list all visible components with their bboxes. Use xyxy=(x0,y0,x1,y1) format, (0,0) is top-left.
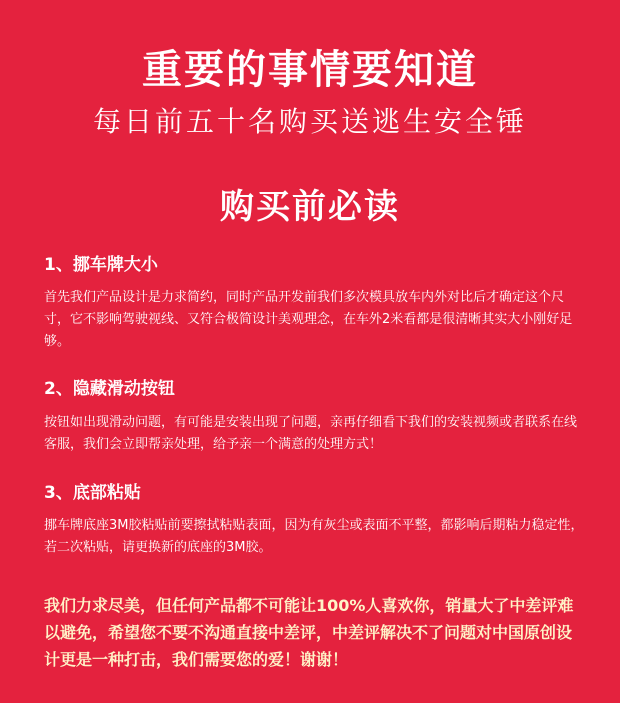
section-title: 购买前必读 xyxy=(220,187,400,227)
item-title-bottom-adhesive: 3、底部粘贴 xyxy=(44,483,141,503)
closing-message: 我们力求尽美，但任何产品都不可能让100%人喜欢你，销量大了中差评难以避免，希望您不要不沟通直接中差评，中差评解决不了问题对中国原创设计更是一种打击，我们需要您的爱！谢谢！ xyxy=(44,596,574,669)
item-body-bottom-adhesive: 挪车牌底座3M胶粘贴前要擦拭粘贴表面，因为有灰尘或表面不平整，都影响后期粘力稳定性，若二次粘贴，请更换新的底座的3M胶。 xyxy=(44,518,584,555)
item-body-slide-button: 按钮如出现滑动问题，有可能是安装出现了问题，亲再仔细看下我们的安装视频或者联系在线客服，我们会立即帮亲处理，给予亲一个满意的处理方式！ xyxy=(44,415,578,452)
item-body-plate-size: 首先我们产品设计是力求简约，同时产品开发前我们多次模具放车内外对比后才确定这个尺寸，它不影响驾驶视线、又符合极简设计美观理念，在车外2米看都是很清晰其实大小刚好足够。 xyxy=(44,290,573,349)
headline: 重要的事情要知道 xyxy=(142,47,478,93)
item-title-slide-button: 2、隐藏滑动按钮 xyxy=(44,379,175,399)
promo-subline: 每日前五十名购买送逃生安全锤 xyxy=(92,105,527,138)
item-title-plate-size: 1、挪车牌大小 xyxy=(44,255,158,275)
